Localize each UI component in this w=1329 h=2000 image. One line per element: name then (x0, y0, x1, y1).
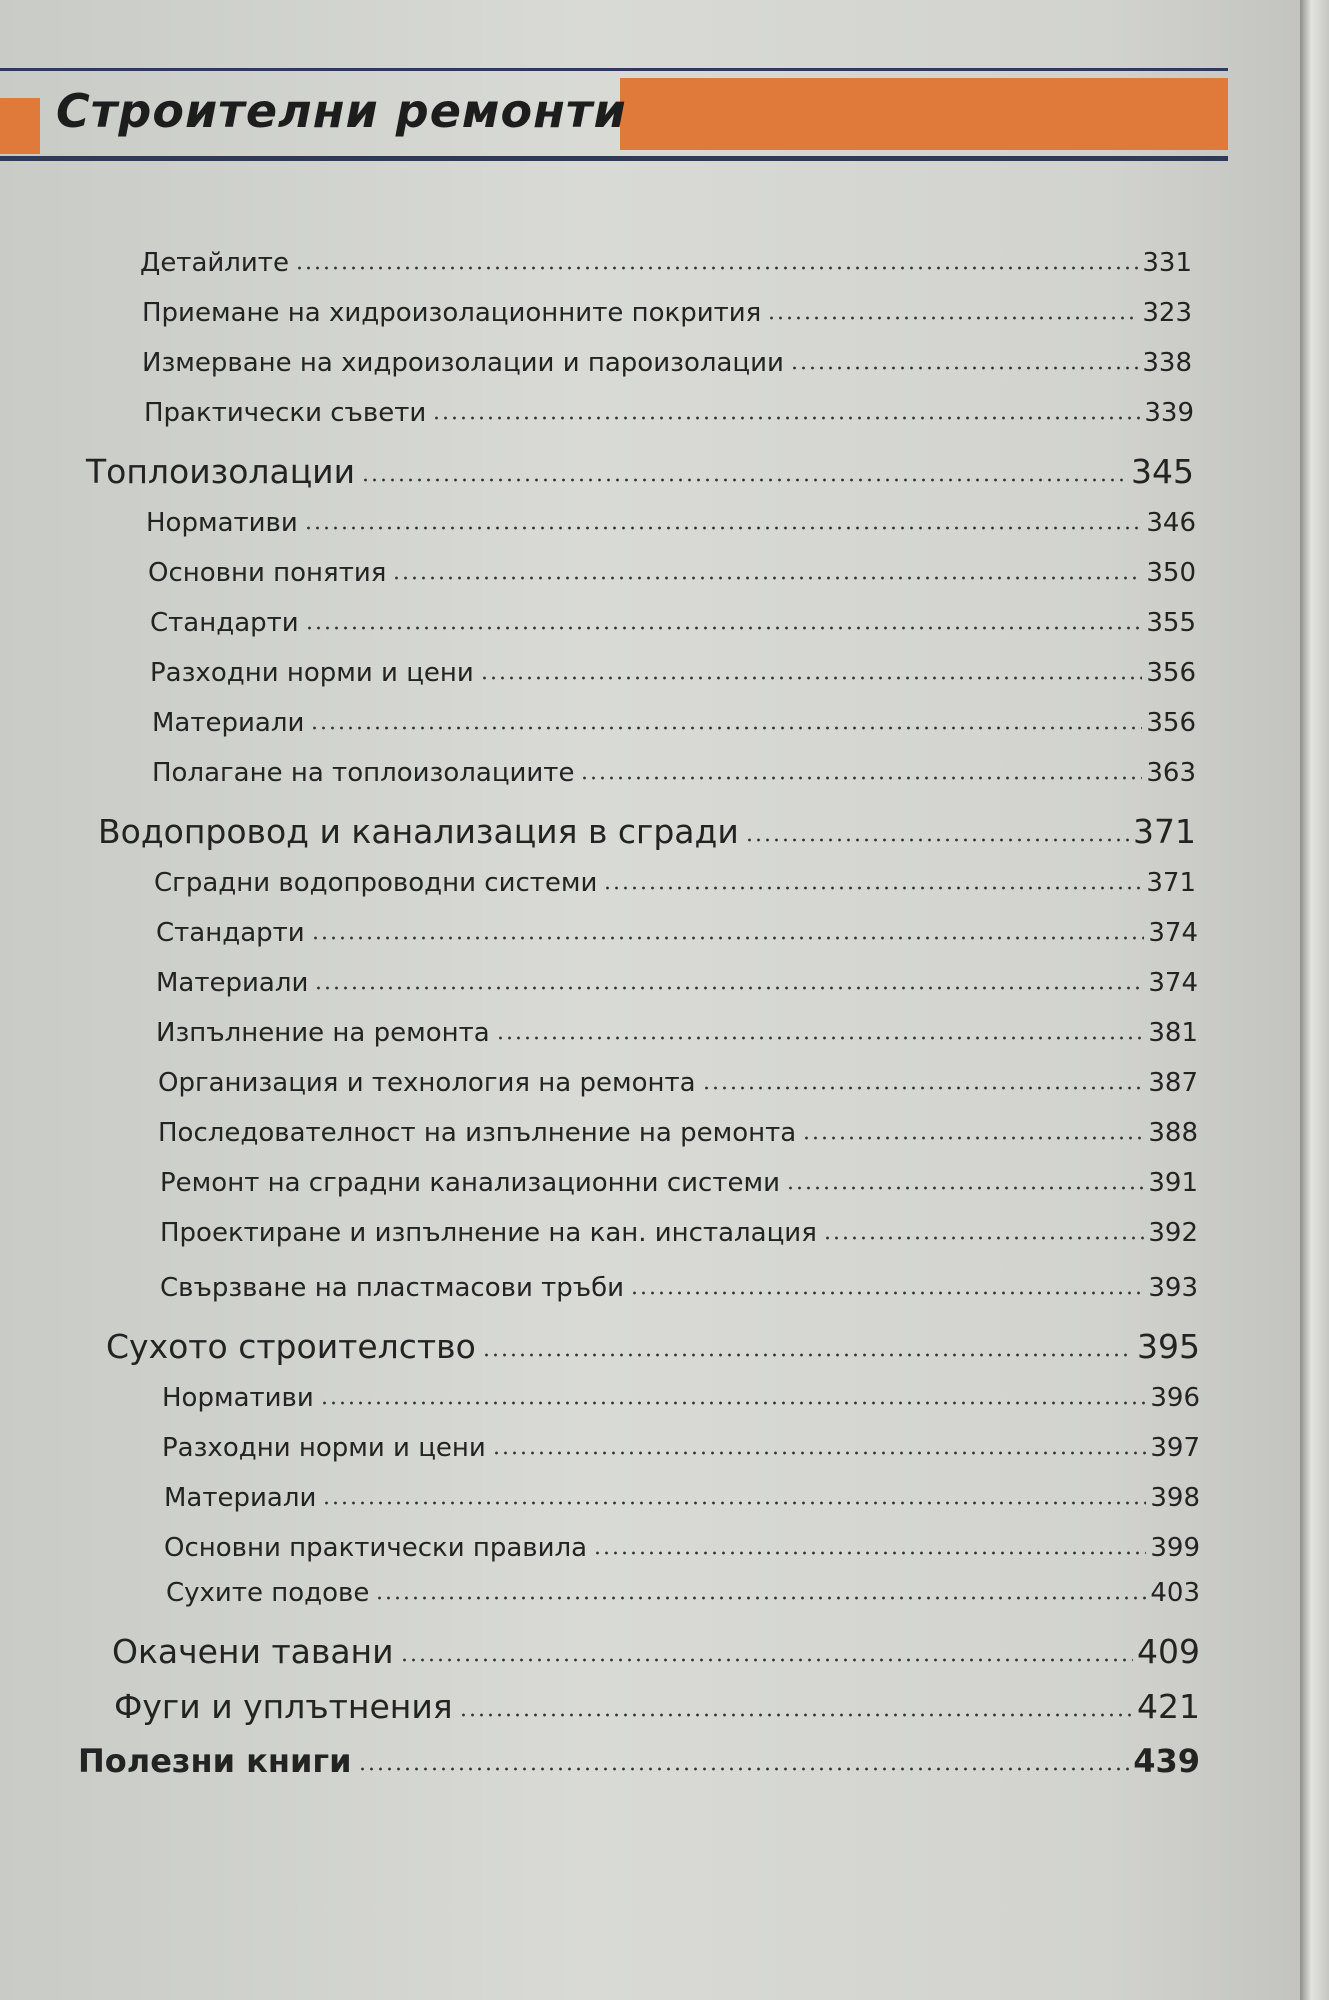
toc-entry-page-number: 323 (1142, 298, 1192, 328)
toc-entry-page-number: 395 (1137, 1327, 1200, 1366)
toc-entry-page-number: 350 (1146, 558, 1196, 588)
dot-leader (311, 919, 1145, 945)
dot-leader (802, 1119, 1144, 1145)
toc-entry (146, 505, 1196, 538)
toc-entry-page-number: 391 (1148, 1168, 1198, 1198)
toc-entry-title: Полагане на топлоизолациите (152, 758, 575, 788)
toc-entry-title: Свързване на пластмасови тръби (160, 1273, 625, 1303)
toc-entry (162, 1430, 1200, 1463)
toc-entry-title: Детайлите (140, 248, 289, 278)
dot-leader (295, 249, 1138, 275)
dot-leader (392, 559, 1142, 585)
dot-leader (492, 1434, 1147, 1460)
toc-entry-page-number: 374 (1148, 968, 1198, 998)
toc-entry-title: Разходни норми и цени (150, 658, 474, 688)
toc-entry-page-number: 346 (1146, 508, 1196, 538)
dot-leader (304, 509, 1143, 535)
toc-entry-page-number: 398 (1150, 1483, 1200, 1513)
toc-entry-page-number: 371 (1146, 868, 1196, 898)
toc-entry (144, 395, 1194, 428)
dot-leader (767, 299, 1138, 325)
toc-entry-title: Основни понятия (148, 558, 387, 588)
toc-entry (142, 345, 1192, 378)
toc-entry (86, 450, 1194, 491)
toc-entry (164, 1530, 1200, 1563)
toc-entry (78, 1740, 1200, 1780)
toc-entry-page-number: 356 (1146, 658, 1196, 688)
toc-entry-title: Топлоизолации (86, 452, 356, 491)
toc-entry-page-number: 397 (1150, 1433, 1200, 1463)
dot-leader (745, 815, 1129, 848)
dot-leader (630, 1274, 1144, 1300)
toc-entry-page-number: 399 (1150, 1533, 1200, 1563)
toc-entry-page-number: 388 (1148, 1118, 1198, 1148)
toc-entry (162, 1380, 1200, 1413)
toc-entry-title: Фуги и уплътнения (114, 1687, 453, 1726)
dot-leader (480, 659, 1143, 685)
toc-entry-page-number: 396 (1150, 1383, 1200, 1413)
toc-entry-title: Полезни книги (78, 1742, 352, 1780)
toc-entry-title: Материали (164, 1483, 317, 1513)
dot-leader (496, 1019, 1145, 1045)
toc-entry-page-number: 345 (1131, 452, 1194, 491)
dot-leader (375, 1579, 1146, 1605)
toc-entry-page-number: 381 (1148, 1018, 1198, 1048)
toc-entry-page-number: 338 (1142, 348, 1192, 378)
toc-entry-page-number: 331 (1142, 248, 1192, 278)
toc-entry-title: Стандарти (150, 608, 299, 638)
toc-entry-title: Основни практически правила (164, 1533, 588, 1563)
dot-leader (702, 1069, 1145, 1095)
toc-entry (148, 555, 1196, 588)
toc-entry-title: Нормативи (162, 1383, 314, 1413)
toc-entry (154, 865, 1196, 898)
toc-entry (160, 1165, 1198, 1198)
toc-entry-title: Разходни норми и цени (162, 1433, 486, 1463)
toc-entry-title: Нормативи (146, 508, 298, 538)
toc-entry (158, 1115, 1198, 1148)
toc-entry-title: Материали (152, 708, 305, 738)
toc-entry-title: Стандарти (156, 918, 305, 948)
toc-entry (106, 1325, 1200, 1366)
chapter-title: Строителни ремонти (56, 84, 627, 138)
dot-leader (322, 1484, 1146, 1510)
dot-leader (320, 1384, 1147, 1410)
dot-leader (603, 869, 1142, 895)
toc-entry (158, 1065, 1198, 1098)
toc-entry-page-number: 356 (1146, 708, 1196, 738)
toc-entry-title: Материали (156, 968, 309, 998)
toc-entry-title: Проектиране и изпълнение на кан. инсталация (160, 1218, 817, 1248)
toc-entry (150, 655, 1196, 688)
dot-leader (482, 1330, 1133, 1363)
toc-entry-page-number: 387 (1148, 1068, 1198, 1098)
toc-entry (114, 1685, 1200, 1726)
toc-entry (98, 810, 1196, 851)
dot-leader (786, 1169, 1144, 1195)
dot-leader (432, 399, 1140, 425)
dot-leader (358, 1745, 1130, 1777)
toc-entry-title: Практически съвети (144, 398, 427, 428)
toc-entry (156, 1015, 1198, 1048)
dot-leader (314, 969, 1144, 995)
dot-leader (790, 349, 1138, 375)
toc-entry (152, 755, 1196, 788)
dot-leader (580, 759, 1142, 785)
toc-entry-title: Последователност на изпълнение на ремонта (158, 1118, 797, 1148)
dot-leader (310, 709, 1142, 735)
toc-entry-title: Сухите подове (166, 1578, 370, 1608)
toc-entry-page-number: 392 (1148, 1218, 1198, 1248)
toc-entry (150, 605, 1196, 638)
toc-entry (142, 295, 1192, 328)
toc-entry (140, 245, 1192, 278)
toc-entry-page-number: 409 (1137, 1632, 1200, 1671)
toc-entry (156, 965, 1198, 998)
toc-entry-page-number: 363 (1146, 758, 1196, 788)
toc-entry-title: Сухото строителство (106, 1327, 476, 1366)
page-edge (1300, 0, 1329, 2000)
dot-leader (459, 1690, 1133, 1723)
toc-entry-page-number: 439 (1133, 1742, 1200, 1780)
toc-entry-title: Изпълнение на ремонта (156, 1018, 490, 1048)
toc-entry (166, 1575, 1200, 1608)
dot-leader (823, 1219, 1145, 1245)
toc-entry-page-number: 371 (1133, 812, 1196, 851)
dot-leader (305, 609, 1143, 635)
toc-entry-title: Сградни водопроводни системи (154, 868, 598, 898)
toc-entry (152, 705, 1196, 738)
toc-entry-page-number: 393 (1148, 1273, 1198, 1303)
toc-entry-title: Ремонт на сградни канализационни системи (160, 1168, 780, 1198)
toc-entry-title: Окачени тавани (112, 1632, 394, 1671)
toc-entry-page-number: 421 (1137, 1687, 1200, 1726)
toc-entry (164, 1480, 1200, 1513)
toc-entry-title: Водопровод и канализация в сгради (98, 812, 739, 851)
toc-entry (160, 1215, 1198, 1248)
dot-leader (400, 1635, 1133, 1668)
toc-entry (112, 1630, 1200, 1671)
toc-entry-page-number: 339 (1144, 398, 1194, 428)
toc-entry-title: Организация и технология на ремонта (158, 1068, 696, 1098)
toc-entry-page-number: 374 (1148, 918, 1198, 948)
toc-entry-title: Приемане на хидроизолационните покрития (142, 298, 762, 328)
toc-entry (160, 1270, 1198, 1303)
toc-entry-page-number: 403 (1150, 1578, 1200, 1608)
toc-entry-page-number: 355 (1146, 608, 1196, 638)
toc-entry (156, 915, 1198, 948)
dot-leader (593, 1534, 1146, 1560)
dot-leader (361, 455, 1127, 488)
toc-entry-title: Измерване на хидроизолации и пароизолации (142, 348, 784, 378)
